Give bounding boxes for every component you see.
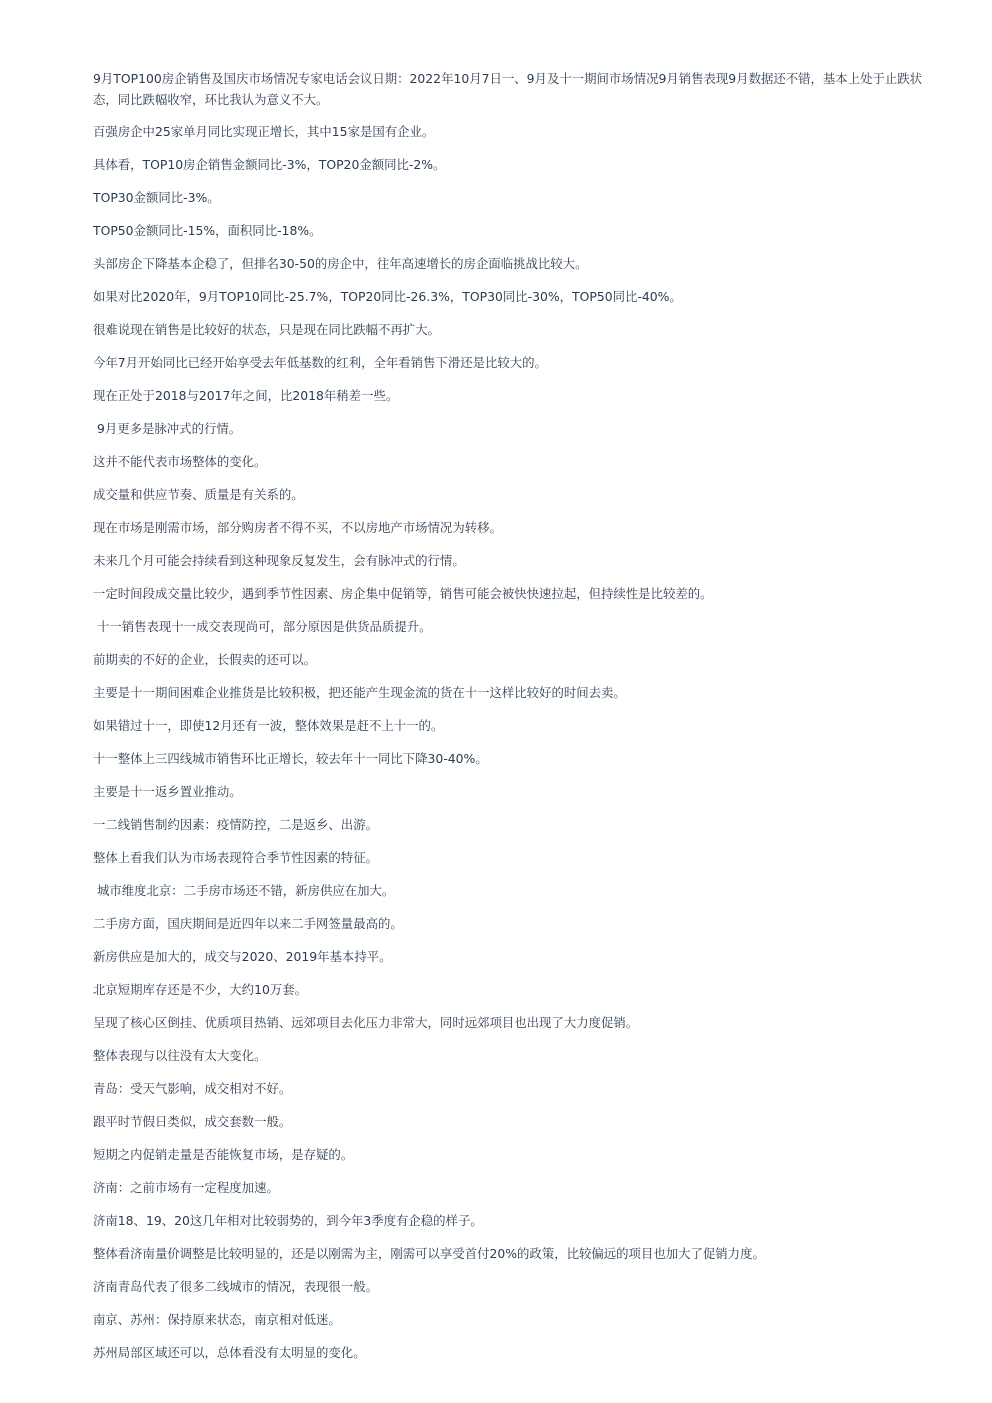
paragraph: 今年7月开始同比已经开始享受去年低基数的红利，全年看销售下滑还是比较大的。 xyxy=(93,355,547,370)
paragraph: 十一销售表现十一成交表现尚可，部分原因是供货品质提升。 xyxy=(93,619,432,634)
paragraph: 跟平时节假日类似，成交套数一般。 xyxy=(93,1114,292,1129)
paragraph: 9月更多是脉冲式的行情。 xyxy=(93,421,242,436)
paragraph: 新房供应是加大的，成交与2020、2019年基本持平。 xyxy=(93,949,392,964)
paragraph: 头部房企下降基本企稳了，但排名30-50的房企中，往年高速增长的房企面临挑战比较大。 xyxy=(93,256,588,271)
paragraph: 整体看济南量价调整是比较明显的，还是以刚需为主，刚需可以享受首付20%的政策，比较偏远的项目也加大了促销力度。 xyxy=(93,1246,765,1261)
paragraph: 南京、苏州：保持原来状态，南京相对低迷。 xyxy=(93,1312,341,1327)
paragraph: 北京短期库存还是不少，大约10万套。 xyxy=(93,982,308,997)
paragraph: 整体上看我们认为市场表现符合季节性因素的特征。 xyxy=(93,850,378,865)
paragraph: 苏州局部区域还可以，总体看没有太明显的变化。 xyxy=(93,1345,366,1360)
paragraph: 济南18、19、20这几年相对比较弱势的，到今年3季度有企稳的样子。 xyxy=(93,1213,483,1228)
paragraph: 具体看，TOP10房企销售金额同比-3%，TOP20金额同比-2%。 xyxy=(93,157,446,172)
paragraph: TOP50金额同比-15%，面积同比-18%。 xyxy=(93,223,322,238)
paragraph: 现在正处于2018与2017年之间，比2018年稍差一些。 xyxy=(93,388,399,403)
paragraph: 主要是十一期间困难企业推货是比较积极，把还能产生现金流的货在十一这样比较好的时间去卖。 xyxy=(93,685,626,700)
paragraph: 如果对比2020年，9月TOP10同比-25.7%，TOP20同比-26.3%，TOP30同比-30%，TOP50同比-40%。 xyxy=(93,289,682,304)
paragraph: 青岛：受天气影响，成交相对不好。 xyxy=(93,1081,292,1096)
paragraph: 一定时间段成交量比较少，遇到季节性因素、房企集中促销等，销售可能会被快快速拉起，但持续性是比较差的。 xyxy=(93,586,713,601)
paragraph: 城市维度北京：二手房市场还不错，新房供应在加大。 xyxy=(93,883,395,898)
paragraph: 9月TOP100房企销售及国庆市场情况专家电话会议日期：2022年10月7日一、9月及十一期间市场情况9月销售表现9月数据还不错，基本上处于止跌状态，同比跌幅收窄，环比我认为意义不大。 xyxy=(93,71,923,107)
paragraph: 十一整体上三四线城市销售环比正增长，较去年十一同比下降30-40%。 xyxy=(93,751,488,766)
paragraph: TOP30金额同比-3%。 xyxy=(93,190,220,205)
paragraph: 这并不能代表市场整体的变化。 xyxy=(93,454,267,469)
paragraph: 前期卖的不好的企业，长假卖的还可以。 xyxy=(93,652,317,667)
paragraph: 很难说现在销售是比较好的状态，只是现在同比跌幅不再扩大。 xyxy=(93,322,440,337)
paragraph: 成交量和供应节奏、质量是有关系的。 xyxy=(93,487,304,502)
paragraph: 济南青岛代表了很多二线城市的情况，表现很一般。 xyxy=(93,1279,378,1294)
paragraph: 主要是十一返乡置业推动。 xyxy=(93,784,242,799)
paragraph: 现在市场是刚需市场，部分购房者不得不买，不以房地产市场情况为转移。 xyxy=(93,520,502,535)
paragraph: 短期之内促销走量是否能恢复市场，是存疑的。 xyxy=(93,1147,354,1162)
document-body xyxy=(93,68,935,1375)
paragraph: 未来几个月可能会持续看到这种现象反复发生，会有脉冲式的行情。 xyxy=(93,553,465,568)
paragraph: 百强房企中25家单月同比实现正增长，其中15家是国有企业。 xyxy=(93,124,435,139)
paragraph: 如果错过十一，即使12月还有一波，整体效果是赶不上十一的。 xyxy=(93,718,444,733)
paragraph: 一二线销售制约因素：疫情防控，二是返乡、出游。 xyxy=(93,817,378,832)
paragraph: 济南：之前市场有一定程度加速。 xyxy=(93,1180,279,1195)
paragraph: 整体表现与以往没有太大变化。 xyxy=(93,1048,267,1063)
paragraph: 呈现了核心区倒挂、优质项目热销、远郊项目去化压力非常大，同时远郊项目也出现了大力度促销。 xyxy=(93,1015,639,1030)
paragraph: 二手房方面，国庆期间是近四年以来二手网签量最高的。 xyxy=(93,916,403,931)
